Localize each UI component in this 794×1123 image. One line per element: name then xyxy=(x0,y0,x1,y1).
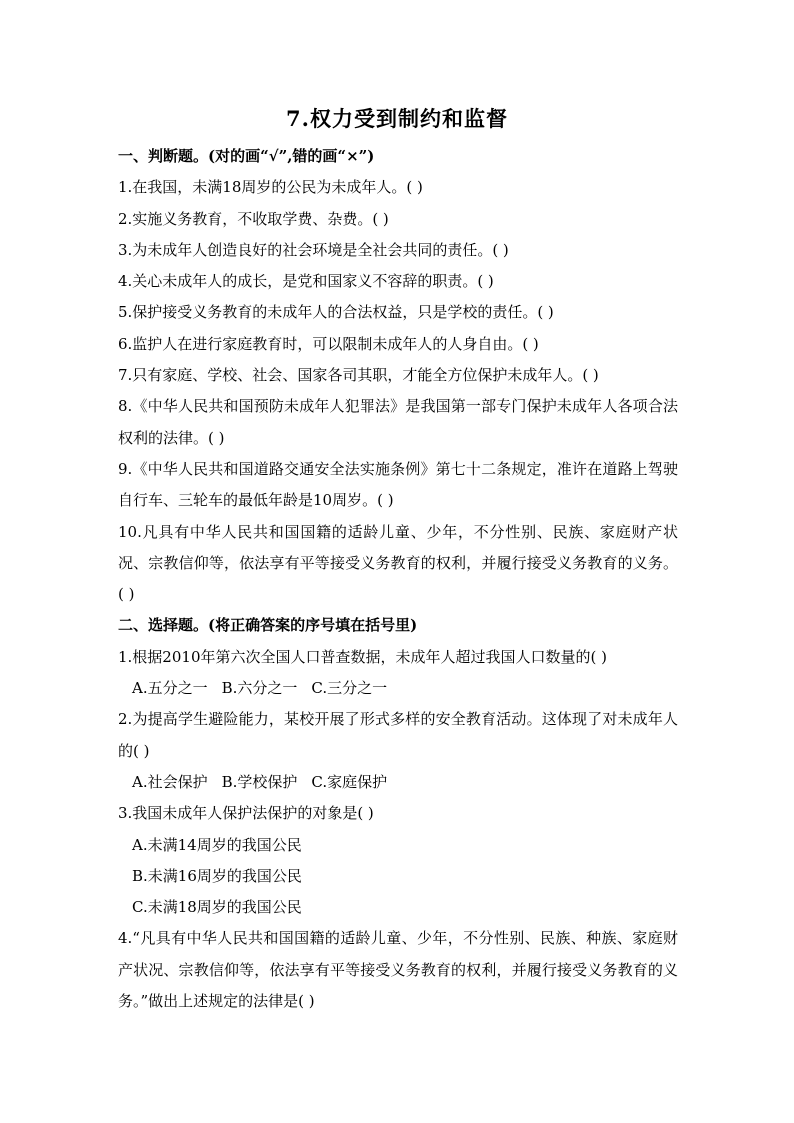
choice-question-stem: 1.根据2010年第六次全国人口普查数据，未成年人超过我国人口数量的( ) xyxy=(118,647,607,666)
section-heading-multiple-choice: 二、选择题。(将正确答案的序号填在括号里) xyxy=(118,616,418,635)
choice-options xyxy=(118,767,678,798)
choice-question-stem: 4.“凡具有中华人民共和国国籍的适龄儿童、少年，不分性别、民族、种族、家庭财产状况、宗教信仰等，依法享有平等接受义务教育的权利，并履行接受义务教育的义务。”做出上述规定的法律是( ) xyxy=(118,929,678,1011)
choice-option: B.六分之一 xyxy=(221,679,298,698)
question-item: 7.只有家庭、学校、社会、国家各司其职，才能全方位保护未成年人。( ) xyxy=(118,366,599,385)
question-item: 9.《中华人民共和国道路交通安全法实施条例》第七十二条规定，准许在道路上驾驶自行车、三轮车的最低年龄是10周岁。( ) xyxy=(118,459,678,510)
choice-option: C.三分之一 xyxy=(311,679,388,698)
question-item: 5.保护接受义务教育的未成年人的合法权益，只是学校的责任。( ) xyxy=(118,303,554,322)
question-item: 6.监护人在进行家庭教育时，可以限制未成年人的人身自由。( ) xyxy=(118,334,539,353)
choice-option: C.未满18周岁的我国公民 xyxy=(132,898,302,917)
choice-option: B.学校保护 xyxy=(221,772,298,791)
choice-option: A.五分之一 xyxy=(132,679,208,698)
question-item: 4.关心未成年人的成长，是党和国家义不容辞的职责。( ) xyxy=(118,272,494,291)
question-item: 3.为未成年人创造良好的社会环境是全社会共同的责任。( ) xyxy=(118,240,509,259)
question-item: 10.凡具有中华人民共和国国籍的适龄儿童、少年，不分性别、民族、家庭财产状况、宗教信仰等，依法享有平等接受义务教育的权利，并履行接受义务教育的义务。( ) xyxy=(118,522,678,604)
choice-options xyxy=(118,673,678,704)
choice-question-stem: 2.为提高学生避险能力，某校开展了形式多样的安全教育活动。这体现了对未成年人的( ) xyxy=(118,710,678,760)
choice-question-stem: 3.我国未成年人保护法保护的对象是( ) xyxy=(118,804,374,823)
question-item: 8.《中华人民共和国预防未成年人犯罪法》是我国第一部专门保护未成年人各项合法权利的法律。( ) xyxy=(118,397,678,447)
section-heading-true-false: 一、判断题。(对的画“√”,错的画“×”) xyxy=(118,147,375,165)
choice-option: A.未满14周岁的我国公民 xyxy=(132,835,302,854)
choice-option: A.社会保护 xyxy=(132,772,208,791)
question-item: 1.在我国，未满18周岁的公民为未成年人。( ) xyxy=(118,178,423,197)
choice-option: C.家庭保护 xyxy=(311,772,388,791)
page-title: 7.权力受到制约和监督 xyxy=(286,106,508,131)
choice-option: B.未满16周岁的我国公民 xyxy=(132,866,302,885)
worksheet-body xyxy=(118,141,678,1017)
question-item: 2.实施义务教育，不收取学费、杂费。( ) xyxy=(118,209,389,228)
